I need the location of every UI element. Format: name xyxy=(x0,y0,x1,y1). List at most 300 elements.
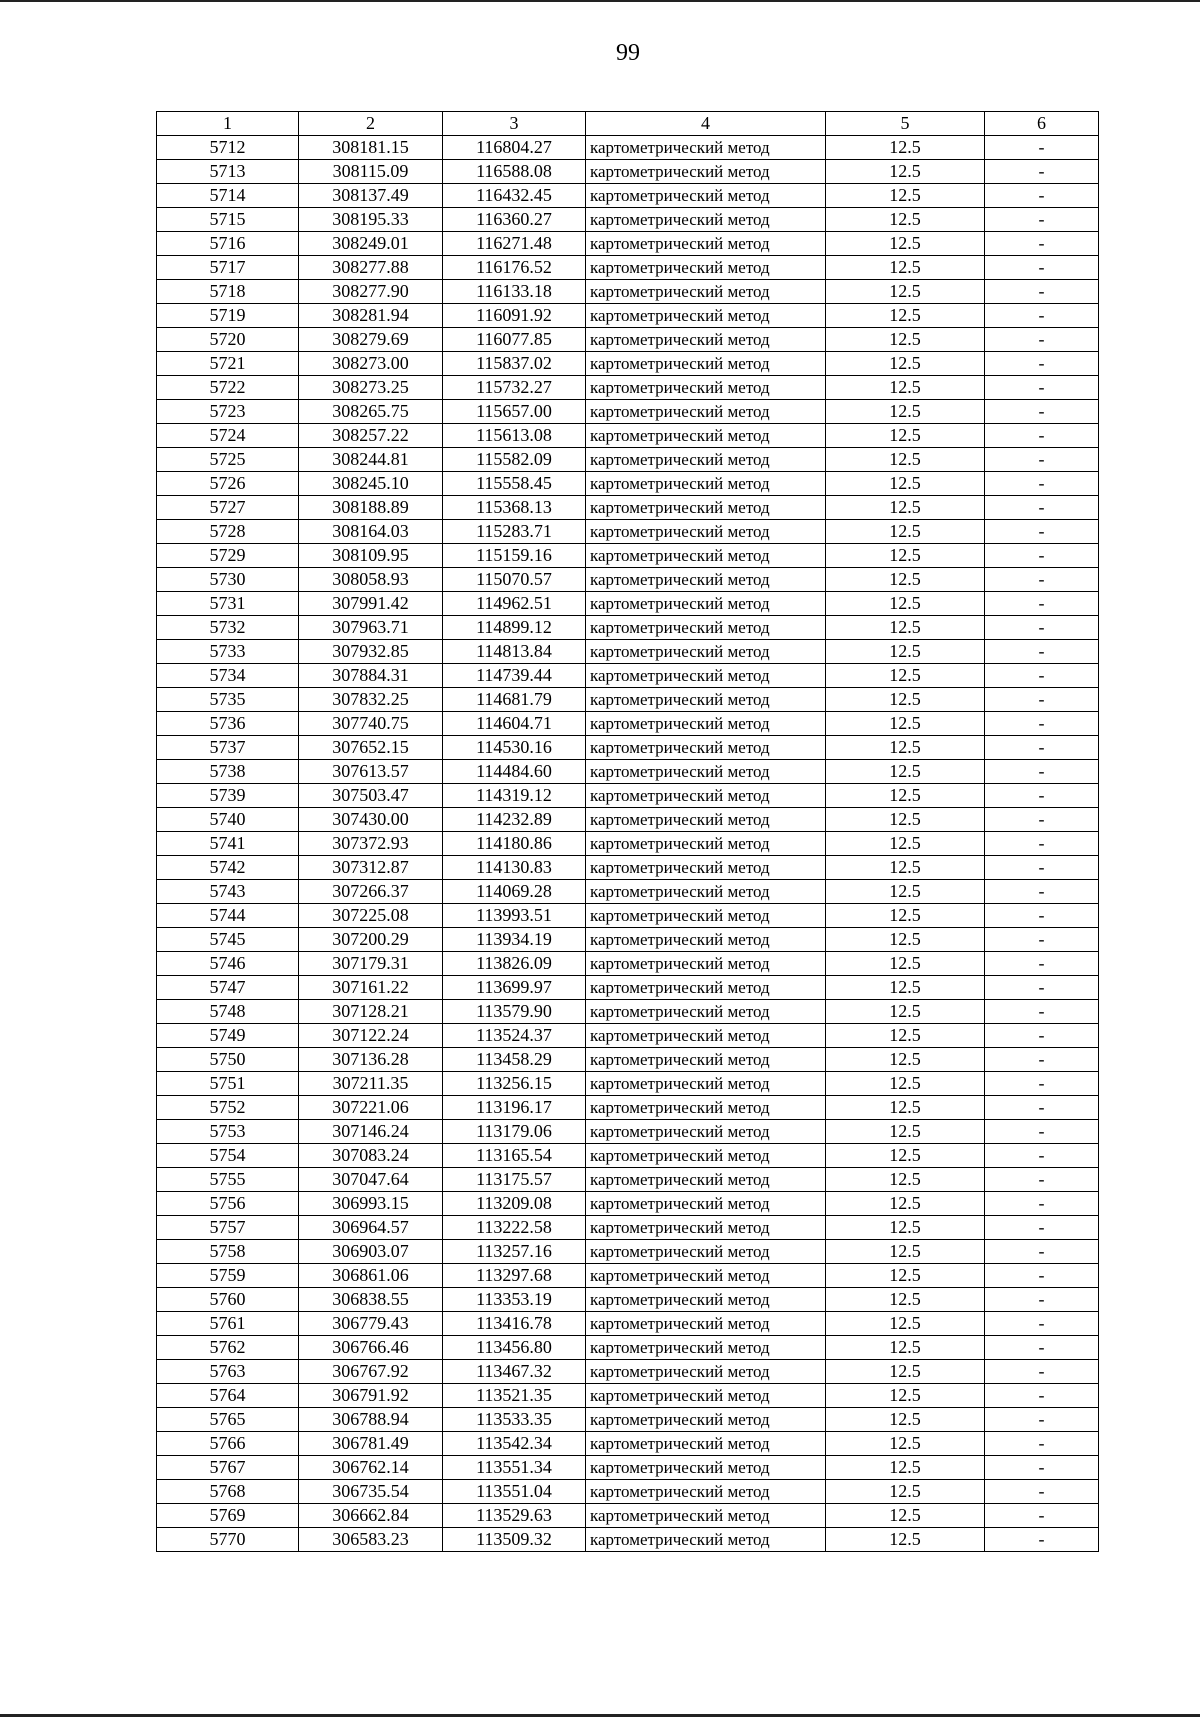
point-number-cell: 5754 xyxy=(157,1144,299,1168)
accuracy-cell: 12.5 xyxy=(826,1216,985,1240)
y-coordinate-cell: 115732.27 xyxy=(443,376,586,400)
method-cell: картометрический метод xyxy=(586,1240,826,1264)
x-coordinate-cell: 308257.22 xyxy=(299,424,443,448)
y-coordinate-cell: 113509.32 xyxy=(443,1528,586,1552)
y-coordinate-cell: 113542.34 xyxy=(443,1432,586,1456)
y-coordinate-cell: 114180.86 xyxy=(443,832,586,856)
x-coordinate-cell: 308273.25 xyxy=(299,376,443,400)
table-row xyxy=(157,1240,1099,1264)
point-number-cell: 5717 xyxy=(157,256,299,280)
method-cell: картометрический метод xyxy=(586,976,826,1000)
method-cell: картометрический метод xyxy=(586,1144,826,1168)
y-coordinate-cell: 113699.97 xyxy=(443,976,586,1000)
x-coordinate-cell: 306791.92 xyxy=(299,1384,443,1408)
note-cell: - xyxy=(985,424,1099,448)
x-coordinate-cell: 306735.54 xyxy=(299,1480,443,1504)
note-cell: - xyxy=(985,472,1099,496)
y-coordinate-cell: 113458.29 xyxy=(443,1048,586,1072)
y-coordinate-cell: 115070.57 xyxy=(443,568,586,592)
y-coordinate-cell: 116271.48 xyxy=(443,232,586,256)
table-row xyxy=(157,352,1099,376)
table-row xyxy=(157,1024,1099,1048)
accuracy-cell: 12.5 xyxy=(826,160,985,184)
method-cell: картометрический метод xyxy=(586,736,826,760)
y-coordinate-cell: 114962.51 xyxy=(443,592,586,616)
note-cell: - xyxy=(985,1192,1099,1216)
point-number-cell: 5738 xyxy=(157,760,299,784)
point-number-cell: 5742 xyxy=(157,856,299,880)
method-cell: картометрический метод xyxy=(586,664,826,688)
note-cell: - xyxy=(985,544,1099,568)
point-number-cell: 5741 xyxy=(157,832,299,856)
accuracy-cell: 12.5 xyxy=(826,928,985,952)
method-cell: картометрический метод xyxy=(586,544,826,568)
note-cell: - xyxy=(985,232,1099,256)
point-number-cell: 5765 xyxy=(157,1408,299,1432)
x-coordinate-cell: 307047.64 xyxy=(299,1168,443,1192)
table-row xyxy=(157,232,1099,256)
method-cell: картометрический метод xyxy=(586,1048,826,1072)
point-number-cell: 5713 xyxy=(157,160,299,184)
y-coordinate-cell: 113353.19 xyxy=(443,1288,586,1312)
note-cell: - xyxy=(985,640,1099,664)
column-header-6: 6 xyxy=(985,112,1099,136)
accuracy-cell: 12.5 xyxy=(826,232,985,256)
y-coordinate-cell: 116432.45 xyxy=(443,184,586,208)
x-coordinate-cell: 308058.93 xyxy=(299,568,443,592)
note-cell: - xyxy=(985,1480,1099,1504)
accuracy-cell: 12.5 xyxy=(826,616,985,640)
accuracy-cell: 12.5 xyxy=(826,856,985,880)
point-number-cell: 5725 xyxy=(157,448,299,472)
table-row xyxy=(157,712,1099,736)
table-row xyxy=(157,664,1099,688)
accuracy-cell: 12.5 xyxy=(826,592,985,616)
point-number-cell: 5715 xyxy=(157,208,299,232)
y-coordinate-cell: 115283.71 xyxy=(443,520,586,544)
point-number-cell: 5720 xyxy=(157,328,299,352)
x-coordinate-cell: 307503.47 xyxy=(299,784,443,808)
x-coordinate-cell: 306903.07 xyxy=(299,1240,443,1264)
table-row xyxy=(157,280,1099,304)
note-cell: - xyxy=(985,352,1099,376)
method-cell: картометрический метод xyxy=(586,1384,826,1408)
accuracy-cell: 12.5 xyxy=(826,136,985,160)
note-cell: - xyxy=(985,1408,1099,1432)
table-row xyxy=(157,400,1099,424)
note-cell: - xyxy=(985,1384,1099,1408)
method-cell: картометрический метод xyxy=(586,232,826,256)
accuracy-cell: 12.5 xyxy=(826,376,985,400)
accuracy-cell: 12.5 xyxy=(826,1312,985,1336)
table-row xyxy=(157,640,1099,664)
method-cell: картометрический метод xyxy=(586,160,826,184)
accuracy-cell: 12.5 xyxy=(826,256,985,280)
note-cell: - xyxy=(985,208,1099,232)
y-coordinate-cell: 113533.35 xyxy=(443,1408,586,1432)
method-cell: картометрический метод xyxy=(586,136,826,160)
accuracy-cell: 12.5 xyxy=(826,1384,985,1408)
point-number-cell: 5734 xyxy=(157,664,299,688)
table-row xyxy=(157,1048,1099,1072)
method-cell: картометрический метод xyxy=(586,1528,826,1552)
method-cell: картометрический метод xyxy=(586,1168,826,1192)
point-number-cell: 5722 xyxy=(157,376,299,400)
note-cell: - xyxy=(985,928,1099,952)
table-row xyxy=(157,256,1099,280)
table-row xyxy=(157,976,1099,1000)
note-cell: - xyxy=(985,1216,1099,1240)
note-cell: - xyxy=(985,712,1099,736)
x-coordinate-cell: 307161.22 xyxy=(299,976,443,1000)
x-coordinate-cell: 308249.01 xyxy=(299,232,443,256)
accuracy-cell: 12.5 xyxy=(826,1336,985,1360)
table-row xyxy=(157,688,1099,712)
x-coordinate-cell: 308109.95 xyxy=(299,544,443,568)
point-number-cell: 5724 xyxy=(157,424,299,448)
top-border-line xyxy=(0,0,1200,2)
method-cell: картометрический метод xyxy=(586,1456,826,1480)
note-cell: - xyxy=(985,856,1099,880)
x-coordinate-cell: 306788.94 xyxy=(299,1408,443,1432)
x-coordinate-cell: 307122.24 xyxy=(299,1024,443,1048)
x-coordinate-cell: 308181.15 xyxy=(299,136,443,160)
x-coordinate-cell: 307200.29 xyxy=(299,928,443,952)
table-row xyxy=(157,1264,1099,1288)
method-cell: картометрический метод xyxy=(586,616,826,640)
x-coordinate-cell: 307146.24 xyxy=(299,1120,443,1144)
note-cell: - xyxy=(985,784,1099,808)
note-cell: - xyxy=(985,1360,1099,1384)
table-row xyxy=(157,736,1099,760)
accuracy-cell: 12.5 xyxy=(826,400,985,424)
x-coordinate-cell: 307266.37 xyxy=(299,880,443,904)
y-coordinate-cell: 113209.08 xyxy=(443,1192,586,1216)
table-row xyxy=(157,616,1099,640)
x-coordinate-cell: 306767.92 xyxy=(299,1360,443,1384)
accuracy-cell: 12.5 xyxy=(826,1528,985,1552)
x-coordinate-cell: 306993.15 xyxy=(299,1192,443,1216)
method-cell: картометрический метод xyxy=(586,472,826,496)
accuracy-cell: 12.5 xyxy=(826,184,985,208)
table-row xyxy=(157,1144,1099,1168)
point-number-cell: 5723 xyxy=(157,400,299,424)
x-coordinate-cell: 306838.55 xyxy=(299,1288,443,1312)
x-coordinate-cell: 306662.84 xyxy=(299,1504,443,1528)
y-coordinate-cell: 113579.90 xyxy=(443,1000,586,1024)
y-coordinate-cell: 113196.17 xyxy=(443,1096,586,1120)
table-row xyxy=(157,328,1099,352)
note-cell: - xyxy=(985,616,1099,640)
accuracy-cell: 12.5 xyxy=(826,1192,985,1216)
accuracy-cell: 12.5 xyxy=(826,568,985,592)
table-row xyxy=(157,1504,1099,1528)
accuracy-cell: 12.5 xyxy=(826,1408,985,1432)
point-number-cell: 5731 xyxy=(157,592,299,616)
method-cell: картометрический метод xyxy=(586,1264,826,1288)
note-cell: - xyxy=(985,904,1099,928)
method-cell: картометрический метод xyxy=(586,928,826,952)
y-coordinate-cell: 113175.57 xyxy=(443,1168,586,1192)
y-coordinate-cell: 115368.13 xyxy=(443,496,586,520)
y-coordinate-cell: 116804.27 xyxy=(443,136,586,160)
x-coordinate-cell: 308277.88 xyxy=(299,256,443,280)
method-cell: картометрический метод xyxy=(586,1120,826,1144)
y-coordinate-cell: 113551.34 xyxy=(443,1456,586,1480)
accuracy-cell: 12.5 xyxy=(826,664,985,688)
point-number-cell: 5744 xyxy=(157,904,299,928)
note-cell: - xyxy=(985,184,1099,208)
point-number-cell: 5764 xyxy=(157,1384,299,1408)
table-row xyxy=(157,1336,1099,1360)
accuracy-cell: 12.5 xyxy=(826,1048,985,1072)
accuracy-cell: 12.5 xyxy=(826,304,985,328)
table-row xyxy=(157,832,1099,856)
method-cell: картометрический метод xyxy=(586,808,826,832)
method-cell: картометрический метод xyxy=(586,400,826,424)
y-coordinate-cell: 115582.09 xyxy=(443,448,586,472)
table-row xyxy=(157,784,1099,808)
point-number-cell: 5750 xyxy=(157,1048,299,1072)
y-coordinate-cell: 113529.63 xyxy=(443,1504,586,1528)
y-coordinate-cell: 114319.12 xyxy=(443,784,586,808)
accuracy-cell: 12.5 xyxy=(826,472,985,496)
column-header-5: 5 xyxy=(826,112,985,136)
point-number-cell: 5749 xyxy=(157,1024,299,1048)
method-cell: картометрический метод xyxy=(586,1288,826,1312)
table-row xyxy=(157,1192,1099,1216)
x-coordinate-cell: 306964.57 xyxy=(299,1216,443,1240)
y-coordinate-cell: 113934.19 xyxy=(443,928,586,952)
accuracy-cell: 12.5 xyxy=(826,808,985,832)
method-cell: картометрический метод xyxy=(586,1072,826,1096)
accuracy-cell: 12.5 xyxy=(826,640,985,664)
method-cell: картометрический метод xyxy=(586,376,826,400)
table-row xyxy=(157,1384,1099,1408)
note-cell: - xyxy=(985,1312,1099,1336)
x-coordinate-cell: 308273.00 xyxy=(299,352,443,376)
table-row xyxy=(157,1288,1099,1312)
x-coordinate-cell: 306861.06 xyxy=(299,1264,443,1288)
note-cell: - xyxy=(985,328,1099,352)
column-header-4: 4 xyxy=(586,112,826,136)
point-number-cell: 5740 xyxy=(157,808,299,832)
note-cell: - xyxy=(985,1024,1099,1048)
table-row xyxy=(157,1072,1099,1096)
method-cell: картометрический метод xyxy=(586,256,826,280)
x-coordinate-cell: 308164.03 xyxy=(299,520,443,544)
x-coordinate-cell: 308195.33 xyxy=(299,208,443,232)
x-coordinate-cell: 308245.10 xyxy=(299,472,443,496)
y-coordinate-cell: 113179.06 xyxy=(443,1120,586,1144)
x-coordinate-cell: 307136.28 xyxy=(299,1048,443,1072)
point-number-cell: 5761 xyxy=(157,1312,299,1336)
note-cell: - xyxy=(985,1048,1099,1072)
note-cell: - xyxy=(985,880,1099,904)
point-number-cell: 5733 xyxy=(157,640,299,664)
table-row xyxy=(157,544,1099,568)
accuracy-cell: 12.5 xyxy=(826,544,985,568)
point-number-cell: 5757 xyxy=(157,1216,299,1240)
accuracy-cell: 12.5 xyxy=(826,520,985,544)
table-row xyxy=(157,160,1099,184)
table-row xyxy=(157,520,1099,544)
point-number-cell: 5743 xyxy=(157,880,299,904)
table-row xyxy=(157,1000,1099,1024)
method-cell: картометрический метод xyxy=(586,952,826,976)
note-cell: - xyxy=(985,304,1099,328)
y-coordinate-cell: 113257.16 xyxy=(443,1240,586,1264)
y-coordinate-cell: 114813.84 xyxy=(443,640,586,664)
x-coordinate-cell: 308244.81 xyxy=(299,448,443,472)
accuracy-cell: 12.5 xyxy=(826,952,985,976)
note-cell: - xyxy=(985,688,1099,712)
table-row xyxy=(157,496,1099,520)
accuracy-cell: 12.5 xyxy=(826,328,985,352)
accuracy-cell: 12.5 xyxy=(826,1456,985,1480)
table-row xyxy=(157,208,1099,232)
y-coordinate-cell: 113826.09 xyxy=(443,952,586,976)
note-cell: - xyxy=(985,1144,1099,1168)
y-coordinate-cell: 116091.92 xyxy=(443,304,586,328)
accuracy-cell: 12.5 xyxy=(826,832,985,856)
note-cell: - xyxy=(985,952,1099,976)
bottom-border-line xyxy=(0,1714,1200,1717)
note-cell: - xyxy=(985,736,1099,760)
point-number-cell: 5727 xyxy=(157,496,299,520)
table-row xyxy=(157,1528,1099,1552)
y-coordinate-cell: 116133.18 xyxy=(443,280,586,304)
x-coordinate-cell: 308137.49 xyxy=(299,184,443,208)
x-coordinate-cell: 306583.23 xyxy=(299,1528,443,1552)
table-row xyxy=(157,592,1099,616)
point-number-cell: 5712 xyxy=(157,136,299,160)
point-number-cell: 5770 xyxy=(157,1528,299,1552)
point-number-cell: 5716 xyxy=(157,232,299,256)
point-number-cell: 5728 xyxy=(157,520,299,544)
y-coordinate-cell: 114739.44 xyxy=(443,664,586,688)
table-row xyxy=(157,1168,1099,1192)
x-coordinate-cell: 307211.35 xyxy=(299,1072,443,1096)
accuracy-cell: 12.5 xyxy=(826,1120,985,1144)
y-coordinate-cell: 114604.71 xyxy=(443,712,586,736)
method-cell: картометрический метод xyxy=(586,424,826,448)
method-cell: картометрический метод xyxy=(586,448,826,472)
note-cell: - xyxy=(985,592,1099,616)
column-header-1: 1 xyxy=(157,112,299,136)
point-number-cell: 5746 xyxy=(157,952,299,976)
point-number-cell: 5737 xyxy=(157,736,299,760)
accuracy-cell: 12.5 xyxy=(826,1264,985,1288)
point-number-cell: 5745 xyxy=(157,928,299,952)
method-cell: картометрический метод xyxy=(586,208,826,232)
y-coordinate-cell: 116588.08 xyxy=(443,160,586,184)
accuracy-cell: 12.5 xyxy=(826,1072,985,1096)
method-cell: картометрический метод xyxy=(586,856,826,880)
point-number-cell: 5747 xyxy=(157,976,299,1000)
method-cell: картометрический метод xyxy=(586,688,826,712)
point-number-cell: 5721 xyxy=(157,352,299,376)
note-cell: - xyxy=(985,280,1099,304)
table-row xyxy=(157,424,1099,448)
x-coordinate-cell: 307128.21 xyxy=(299,1000,443,1024)
point-number-cell: 5768 xyxy=(157,1480,299,1504)
y-coordinate-cell: 115657.00 xyxy=(443,400,586,424)
method-cell: картометрический метод xyxy=(586,1216,826,1240)
note-cell: - xyxy=(985,976,1099,1000)
note-cell: - xyxy=(985,1288,1099,1312)
note-cell: - xyxy=(985,1096,1099,1120)
note-cell: - xyxy=(985,520,1099,544)
point-number-cell: 5714 xyxy=(157,184,299,208)
x-coordinate-cell: 307613.57 xyxy=(299,760,443,784)
x-coordinate-cell: 307312.87 xyxy=(299,856,443,880)
table-row xyxy=(157,952,1099,976)
point-number-cell: 5763 xyxy=(157,1360,299,1384)
note-cell: - xyxy=(985,1432,1099,1456)
accuracy-cell: 12.5 xyxy=(826,1024,985,1048)
point-number-cell: 5729 xyxy=(157,544,299,568)
y-coordinate-cell: 115837.02 xyxy=(443,352,586,376)
method-cell: картометрический метод xyxy=(586,1408,826,1432)
table-row xyxy=(157,1120,1099,1144)
x-coordinate-cell: 307083.24 xyxy=(299,1144,443,1168)
x-coordinate-cell: 308279.69 xyxy=(299,328,443,352)
y-coordinate-cell: 114232.89 xyxy=(443,808,586,832)
note-cell: - xyxy=(985,256,1099,280)
method-cell: картометрический метод xyxy=(586,1312,826,1336)
note-cell: - xyxy=(985,448,1099,472)
note-cell: - xyxy=(985,760,1099,784)
point-number-cell: 5766 xyxy=(157,1432,299,1456)
note-cell: - xyxy=(985,496,1099,520)
note-cell: - xyxy=(985,664,1099,688)
method-cell: картометрический метод xyxy=(586,304,826,328)
table-row xyxy=(157,808,1099,832)
accuracy-cell: 12.5 xyxy=(826,784,985,808)
y-coordinate-cell: 113222.58 xyxy=(443,1216,586,1240)
y-coordinate-cell: 116176.52 xyxy=(443,256,586,280)
table-row xyxy=(157,1096,1099,1120)
point-number-cell: 5759 xyxy=(157,1264,299,1288)
coordinates-table xyxy=(156,111,1099,1552)
y-coordinate-cell: 115613.08 xyxy=(443,424,586,448)
accuracy-cell: 12.5 xyxy=(826,880,985,904)
point-number-cell: 5739 xyxy=(157,784,299,808)
note-cell: - xyxy=(985,1456,1099,1480)
note-cell: - xyxy=(985,808,1099,832)
method-cell: картометрический метод xyxy=(586,1024,826,1048)
note-cell: - xyxy=(985,1120,1099,1144)
accuracy-cell: 12.5 xyxy=(826,1288,985,1312)
accuracy-cell: 12.5 xyxy=(826,1432,985,1456)
y-coordinate-cell: 113165.54 xyxy=(443,1144,586,1168)
y-coordinate-cell: 113551.04 xyxy=(443,1480,586,1504)
note-cell: - xyxy=(985,1168,1099,1192)
column-header-2: 2 xyxy=(299,112,443,136)
method-cell: картометрический метод xyxy=(586,352,826,376)
point-number-cell: 5732 xyxy=(157,616,299,640)
accuracy-cell: 12.5 xyxy=(826,736,985,760)
y-coordinate-cell: 114130.83 xyxy=(443,856,586,880)
method-cell: картометрический метод xyxy=(586,280,826,304)
table-row xyxy=(157,136,1099,160)
table-row xyxy=(157,472,1099,496)
method-cell: картометрический метод xyxy=(586,760,826,784)
method-cell: картометрический метод xyxy=(586,328,826,352)
x-coordinate-cell: 307740.75 xyxy=(299,712,443,736)
accuracy-cell: 12.5 xyxy=(826,904,985,928)
